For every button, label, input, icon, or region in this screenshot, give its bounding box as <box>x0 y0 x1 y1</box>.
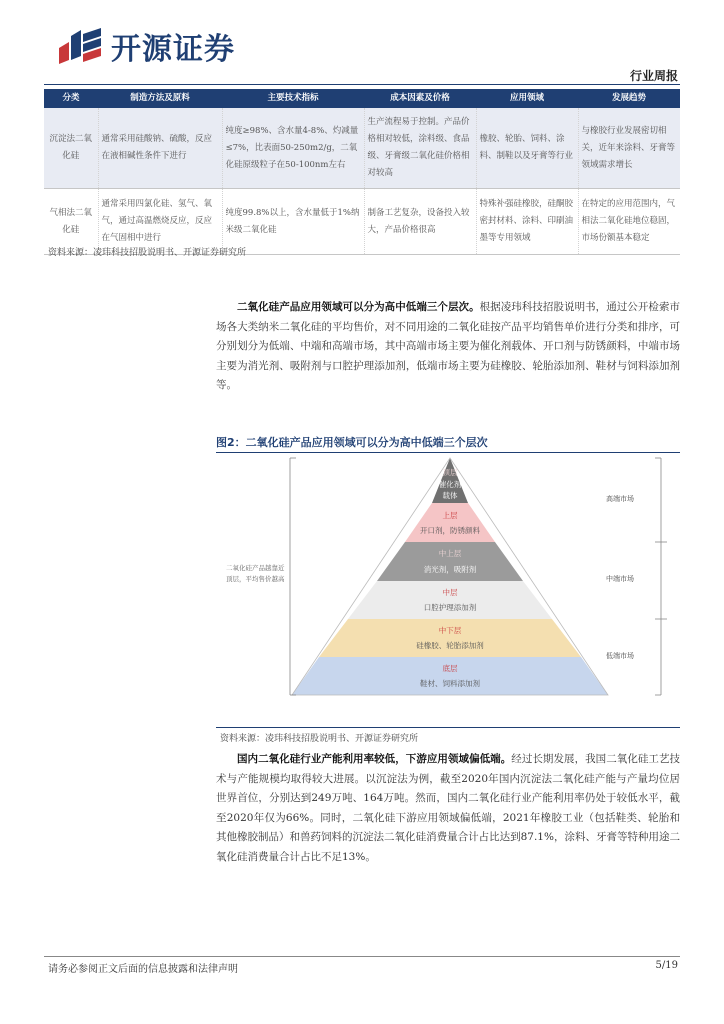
brand-name: 开源证券 <box>111 32 235 67</box>
table-header-cell: 发展趋势 <box>578 89 680 108</box>
paragraph-application-tiers <box>216 298 680 396</box>
table-header-cell: 制造方法及原料 <box>98 89 222 108</box>
table-header-cell: 主要技术指标 <box>222 89 364 108</box>
table-cell: 制备工艺复杂，设备投入较大，产品价格很高 <box>364 189 476 255</box>
layer-name: 中下层 <box>438 626 462 635</box>
market-label: 高端市场 <box>606 495 634 503</box>
figure-title: 图2：二氧化硅产品应用领域可以分为高中低端三个层次 <box>216 436 488 449</box>
table-cell: 橡胶、轮胎、饲料、涂料、制鞋以及牙膏等行业 <box>476 108 578 189</box>
table-header-cell: 成本因素及价格 <box>364 89 476 108</box>
page-number: 5/19 <box>655 960 678 971</box>
left-label: 顶层，平均售价越高 <box>226 575 285 583</box>
table-row <box>44 108 680 189</box>
report-type: 行业周报 <box>629 69 678 83</box>
silica-comparison-table <box>44 89 680 255</box>
pyramid-layer-middle <box>348 581 552 619</box>
footer-divider <box>44 956 680 957</box>
table-cell: 气相法二氧化硅 <box>44 189 98 255</box>
layer-item: 口腔护理添加剂 <box>423 603 477 612</box>
pyramid-layer-upper-middle <box>377 542 523 581</box>
layer-item: 催化剂 <box>438 480 462 489</box>
table-header-cell: 应用领域 <box>476 89 578 108</box>
pyramid-figure <box>216 453 680 727</box>
figure-bottom-rule <box>216 727 680 728</box>
paragraph-lead: 二氧化硅产品应用领域可以分为高中低端三个层次。 <box>237 301 480 313</box>
paragraph-body: 根据凌玮科技招股说明书，通过公开检索市场各大类纳米二氧化硅的平均售价，对不同用途的二氧化硅按产品平均销售单价进行分类和排序，可分别划分为低端、中端和高端市场，其中高端市场主要为催化剂载体、开口剂与防锈颜料，中端市场主要为消光剂、吸附剂与口腔护理添加剂，低端市场主要为硅橡胶、轮胎添加剂、鞋材与饲料添加剂等。 <box>216 301 681 391</box>
footer-disclaimer: 请务必参阅正文后面的信息披露和法律声明 <box>48 964 238 975</box>
table-cell: 纯度≥98%、含水量4-8%、灼减量≤7%，比表面50-250m2/g，二氧化硅原级粒子在50-100nm左右 <box>222 108 364 189</box>
figure-source-note: 资料来源：凌玮科技招股说明书、开源证券研究所 <box>220 734 419 744</box>
right-brackets <box>655 458 667 695</box>
logo-mark-icon <box>57 26 103 66</box>
layer-item: 载体 <box>442 491 458 500</box>
paragraph-lead: 国内二氧化硅行业产能利用率较低，下游应用领域偏低端。 <box>237 753 512 765</box>
table-cell: 特殊补强硅橡胶，硅酮胶密封材料、涂料、印刷油墨等专用领域 <box>476 189 578 255</box>
table-cell: 与橡胶行业发展密切相关，近年来涂料、牙膏等领域需求增长 <box>578 108 680 189</box>
pyramid-layer-upper <box>405 503 495 542</box>
layer-name: 上层 <box>442 511 458 520</box>
layer-name: 中上层 <box>438 549 462 558</box>
table-cell: 沉淀法二氧化硅 <box>44 108 98 189</box>
market-label: 低端市场 <box>606 652 634 660</box>
layer-name: 底层 <box>442 664 458 673</box>
table-cell: 纯度99.8%以上，含水量低于1%纳米级二氧化硅 <box>222 189 364 255</box>
layer-name: 中层 <box>442 588 458 597</box>
pyramid-layer-bottom <box>292 657 608 695</box>
table-source-note: 资料来源：凌玮科技招股说明书、开源证券研究所 <box>48 248 247 258</box>
layer-item: 消光剂，吸附剂 <box>423 565 477 574</box>
paragraph-industry-capacity <box>216 750 680 867</box>
header-divider <box>44 84 680 85</box>
table-header-row <box>44 89 680 108</box>
pyramid-diagram <box>216 453 680 727</box>
market-label: 中端市场 <box>606 575 634 583</box>
layer-item: 硅橡胶、轮胎添加剂 <box>416 641 484 650</box>
table-cell: 通常采用四氯化硅、氢气、氧气，通过高温燃烧反应，反应在气固相中进行 <box>98 189 222 255</box>
layer-name: 顶层 <box>442 468 458 477</box>
table-cell: 通常采用硅酸钠、硫酸，反应在液相碱性条件下进行 <box>98 108 222 189</box>
pyramid-layer-lower-middle <box>319 619 581 657</box>
layer-item: 开口剂，防锈颜料 <box>420 526 480 535</box>
table-header-cell: 分类 <box>44 89 98 108</box>
left-label: 二氧化硅产品越靠近 <box>226 564 285 572</box>
paragraph-body: 经过长期发展，我国二氧化硅工艺技术与产能规模均取得较大进展。以沉淀法为例，截至2020年国内沉淀法二氧化硅产能与产量均位居世界首位，分别达到249万吨、164万吨。然而，国内二氧化硅行业产能利用率仍处于较低水平，截至2020年仅为66%。同时，二氧化硅下游应用领域偏低端，2021年橡胶工业（包括鞋类、轮胎和其他橡胶制品）和兽药饲料的沉淀法二氧化硅消费量合计占比达到87.1%，涂料、牙膏等特种用途二氧化硅消费量合计占比不足13%。 <box>216 753 681 863</box>
left-bracket <box>290 458 296 695</box>
table-cell: 生产流程易于控制。产品价格相对较低，涂料级、食品级、牙膏级二氧化硅价格相对较高 <box>364 108 476 189</box>
company-logo <box>57 26 235 66</box>
layer-item: 鞋材、饲料添加剂 <box>420 679 480 688</box>
table-cell: 在特定的应用范围内，气相法二氧化硅地位稳固，市场份额基本稳定 <box>578 189 680 255</box>
